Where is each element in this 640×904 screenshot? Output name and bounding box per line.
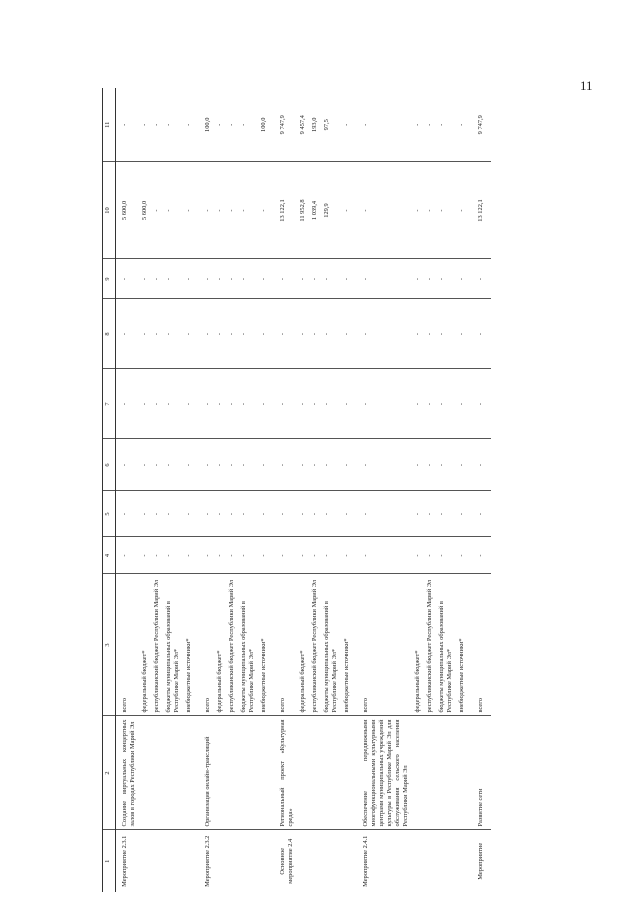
- table-cell-col2: [226, 716, 238, 830]
- table-cell-col11: 9 457,4: [297, 88, 309, 162]
- table-cell-col2: Развитие сети: [472, 716, 491, 830]
- column-header: 6: [103, 439, 116, 491]
- table-cell-col9: -: [456, 259, 472, 299]
- table-cell-col9: -: [214, 259, 226, 299]
- budget-table: [102, 88, 491, 892]
- table-cell-col11: 100,0: [258, 88, 274, 162]
- table-cell-col3: бюджеты муниципальных образований в Республике Марий Эл*: [238, 574, 258, 716]
- table-cell-col10: 11 952,8: [297, 162, 309, 259]
- table-cell-col7: -: [424, 369, 436, 439]
- table-cell-col5: -: [139, 491, 151, 537]
- table-cell-col9: -: [424, 259, 436, 299]
- table-cell-col3: федеральный бюджет*: [139, 574, 151, 716]
- table-cell-col1: Мероприятие 2.3.2: [204, 835, 211, 887]
- header-row: [103, 88, 116, 892]
- table-cell-col1: [214, 830, 226, 892]
- table-cell-col6: -: [116, 439, 140, 491]
- table-cell-col6: -: [183, 439, 199, 491]
- table-row: [151, 88, 163, 892]
- table-cell-col6: -: [297, 439, 309, 491]
- table-cell-col11: -: [436, 88, 456, 162]
- table-cell-col3: всего: [274, 574, 297, 716]
- table-row: [309, 88, 321, 892]
- table-cell-col2: Региональный проект «Культурная среда»: [274, 716, 297, 830]
- table-cell-col3: внебюджетные источники*: [183, 574, 199, 716]
- table-cell-col5: -: [472, 491, 491, 537]
- table-cell-col11: -: [357, 88, 412, 162]
- table-cell-col2: [151, 716, 163, 830]
- table-cell-col2: [436, 716, 456, 830]
- column-header: 9: [103, 259, 116, 299]
- table-cell-col2: [183, 716, 199, 830]
- table-cell-col2: [321, 716, 341, 830]
- table-cell-col4: -: [151, 537, 163, 574]
- column-header: 3: [103, 574, 116, 716]
- column-header: 10: [103, 162, 116, 259]
- table-cell-col7: -: [321, 369, 341, 439]
- table-cell-col5: -: [151, 491, 163, 537]
- table-cell-col8: -: [183, 299, 199, 369]
- table-cell-col1: [341, 830, 357, 892]
- table-cell-col11: 100,0: [199, 88, 214, 162]
- table-cell-col11: -: [226, 88, 238, 162]
- table-cell-col1: [321, 830, 341, 892]
- table-cell-col7: -: [199, 369, 214, 439]
- table-cell-col3: федеральный бюджет*: [412, 574, 424, 716]
- table-cell-col4: -: [456, 537, 472, 574]
- table-cell-col4: -: [321, 537, 341, 574]
- table-cell-col3: республиканский бюджет Республики Марий Эл: [151, 574, 163, 716]
- table-cell-col7: -: [357, 369, 412, 439]
- table-cell-col9: -: [357, 259, 412, 299]
- table-cell-col2: [238, 716, 258, 830]
- table-cell-col6: -: [226, 439, 238, 491]
- table-cell-col11: -: [214, 88, 226, 162]
- table-cell-col1: [424, 830, 436, 892]
- table-cell-col2: [309, 716, 321, 830]
- table-cell-col4: -: [214, 537, 226, 574]
- table-cell-col4: -: [163, 537, 183, 574]
- table-cell-col1: Мероприятие 2.3.1: [121, 835, 128, 887]
- table-cell-col10: 5 600,0: [116, 162, 140, 259]
- table-cell-col5: -: [258, 491, 274, 537]
- table-cell-col7: -: [151, 369, 163, 439]
- table-row: [297, 88, 309, 892]
- table-cell-col6: -: [436, 439, 456, 491]
- table-cell-col10: 13 122,1: [274, 162, 297, 259]
- table-cell-col7: -: [309, 369, 321, 439]
- table-cell-col9: -: [139, 259, 151, 299]
- table-cell-col4: -: [357, 537, 412, 574]
- table-cell-col9: -: [297, 259, 309, 299]
- table-row: [139, 88, 151, 892]
- table-cell-col8: -: [357, 299, 412, 369]
- table-cell-col7: -: [258, 369, 274, 439]
- table-cell-col4: -: [412, 537, 424, 574]
- table-cell-col7: -: [297, 369, 309, 439]
- table-cell-col9: -: [436, 259, 456, 299]
- table-cell-col4: -: [341, 537, 357, 574]
- table-cell-col11: -: [341, 88, 357, 162]
- table-cell-col10: 5 600,0: [139, 162, 151, 259]
- table-cell-col7: -: [436, 369, 456, 439]
- table-cell-col3: республиканский бюджет Республики Марий Эл: [226, 574, 238, 716]
- table-cell-col9: -: [199, 259, 214, 299]
- table-cell-col3: всего: [357, 574, 412, 716]
- table-cell-col10: -: [151, 162, 163, 259]
- page-number: 11: [580, 78, 593, 93]
- table-row: [183, 88, 199, 892]
- table-cell-col1: [183, 830, 199, 892]
- table-body: [116, 88, 492, 892]
- table-row: [199, 88, 214, 892]
- table-cell-col10: -: [357, 162, 412, 259]
- table-cell-col5: -: [163, 491, 183, 537]
- table-cell-col9: -: [258, 259, 274, 299]
- table-cell-col9: -: [183, 259, 199, 299]
- table-cell-col6: -: [456, 439, 472, 491]
- table-cell-col10: 1 039,4: [309, 162, 321, 259]
- table-row: [456, 88, 472, 892]
- column-header: 7: [103, 369, 116, 439]
- table-cell-col6: -: [258, 439, 274, 491]
- table-cell-col9: -: [238, 259, 258, 299]
- column-header: 4: [103, 537, 116, 574]
- table-cell-col7: -: [456, 369, 472, 439]
- table-cell-col4: -: [424, 537, 436, 574]
- table-cell-col3: республиканский бюджет Республики Марий Эл: [424, 574, 436, 716]
- table-cell-col2: [424, 716, 436, 830]
- table-cell-col8: -: [139, 299, 151, 369]
- table-cell-col2: Обеспечение передвижными многофункциональными культурными центрами муниципальных учреждений культуры в Республике Марий Эл для обслуживания сельского населения Республики Марий Эл: [357, 716, 412, 830]
- table-cell-col7: -: [116, 369, 140, 439]
- table-cell-col2: [163, 716, 183, 830]
- table-cell-col4: -: [297, 537, 309, 574]
- table-cell-col5: -: [321, 491, 341, 537]
- table-cell-col1: [297, 830, 309, 892]
- table-cell-col6: -: [274, 439, 297, 491]
- table-cell-col7: -: [163, 369, 183, 439]
- table-cell-col5: -: [436, 491, 456, 537]
- table-cell-col10: -: [412, 162, 424, 259]
- table-cell-col9: -: [472, 259, 491, 299]
- table-cell-col11: 193,0: [309, 88, 321, 162]
- table-cell-col8: -: [309, 299, 321, 369]
- table-cell-col8: -: [424, 299, 436, 369]
- table-cell-col2: Организация онлайн-трансляций: [199, 716, 214, 830]
- column-header: 8: [103, 299, 116, 369]
- table-cell-col6: -: [424, 439, 436, 491]
- table-cell-col8: -: [199, 299, 214, 369]
- table-cell-col10: -: [341, 162, 357, 259]
- table-row: [357, 88, 412, 892]
- table-cell-col6: -: [214, 439, 226, 491]
- table-cell-col8: -: [238, 299, 258, 369]
- table-cell-col8: -: [258, 299, 274, 369]
- table-row: [412, 88, 424, 892]
- table-cell-col8: -: [214, 299, 226, 369]
- table-cell-col7: -: [226, 369, 238, 439]
- table-cell-col5: -: [238, 491, 258, 537]
- table-cell-col9: -: [151, 259, 163, 299]
- table-cell-col1: [436, 830, 456, 892]
- table-cell-col5: -: [226, 491, 238, 537]
- table-cell-col4: -: [139, 537, 151, 574]
- table-cell-col3: внебюджетные источники*: [258, 574, 274, 716]
- column-header: 1: [103, 830, 116, 892]
- table-cell-col4: -: [274, 537, 297, 574]
- table-cell-col3: всего: [199, 574, 214, 716]
- table-cell-col11: -: [424, 88, 436, 162]
- table-cell-col5: -: [309, 491, 321, 537]
- table-cell-col1: [226, 830, 238, 892]
- table-row: [226, 88, 238, 892]
- table-cell-col4: -: [183, 537, 199, 574]
- table-cell-col3: внебюджетные источники*: [341, 574, 357, 716]
- table-cell-col11: 9 747,9: [274, 88, 297, 162]
- table-cell-col7: -: [412, 369, 424, 439]
- table-cell-col1: Мероприятие: [477, 842, 484, 880]
- table-cell-col7: -: [341, 369, 357, 439]
- table-cell-col9: -: [163, 259, 183, 299]
- table-cell-col8: -: [456, 299, 472, 369]
- table-cell-col4: -: [309, 537, 321, 574]
- table-cell-col4: -: [472, 537, 491, 574]
- table-cell-col8: -: [321, 299, 341, 369]
- table-cell-col9: -: [274, 259, 297, 299]
- table-cell-col3: федеральный бюджет*: [214, 574, 226, 716]
- table-row: [424, 88, 436, 892]
- table-cell-col6: -: [309, 439, 321, 491]
- table-cell-col2: [297, 716, 309, 830]
- table-cell-col4: -: [258, 537, 274, 574]
- table-cell-col10: -: [163, 162, 183, 259]
- rotated-table-container: [102, 88, 598, 892]
- table-cell-col10: -: [226, 162, 238, 259]
- table-cell-col10: -: [456, 162, 472, 259]
- table-cell-col2: [412, 716, 424, 830]
- column-header: 2: [103, 716, 116, 830]
- table-cell-col2: [258, 716, 274, 830]
- table-cell-col6: -: [151, 439, 163, 491]
- table-cell-col3: федеральный бюджет*: [297, 574, 309, 716]
- table-cell-col3: республиканский бюджет Республики Марий Эл: [309, 574, 321, 716]
- table-cell-col4: -: [226, 537, 238, 574]
- table-cell-col7: -: [238, 369, 258, 439]
- table-cell-col11: -: [183, 88, 199, 162]
- table-cell-col4: -: [116, 537, 140, 574]
- table-cell-col11: -: [163, 88, 183, 162]
- table-row: [116, 88, 140, 892]
- table-cell-col11: -: [139, 88, 151, 162]
- table-cell-col7: -: [214, 369, 226, 439]
- table-cell-col2: [456, 716, 472, 830]
- table-cell-col7: -: [183, 369, 199, 439]
- table-cell-col1: [238, 830, 258, 892]
- table-cell-col6: -: [357, 439, 412, 491]
- table-cell-col8: -: [436, 299, 456, 369]
- table-cell-col3: внебюджетные источники*: [456, 574, 472, 716]
- table-cell-col10: -: [183, 162, 199, 259]
- table-cell-col7: -: [139, 369, 151, 439]
- table-cell-col10: -: [424, 162, 436, 259]
- table-cell-col5: -: [199, 491, 214, 537]
- table-cell-col10: -: [214, 162, 226, 259]
- table-cell-col8: -: [163, 299, 183, 369]
- table-cell-col1: [258, 830, 274, 892]
- table-cell-col3: бюджеты муниципальных образований в Республике Марий Эл*: [436, 574, 456, 716]
- table-cell-col11: 9 747,9: [472, 88, 491, 162]
- table-cell-col4: -: [436, 537, 456, 574]
- table-cell-col6: -: [238, 439, 258, 491]
- table-cell-col11: -: [456, 88, 472, 162]
- table-cell-col3: бюджеты муниципальных образований в Республике Марий Эл*: [163, 574, 183, 716]
- table-row: [274, 88, 297, 892]
- table-cell-col5: -: [412, 491, 424, 537]
- table-cell-col5: -: [274, 491, 297, 537]
- table-cell-col9: -: [309, 259, 321, 299]
- table-cell-col11: -: [151, 88, 163, 162]
- table-cell-col8: -: [472, 299, 491, 369]
- table-row: [258, 88, 274, 892]
- table-cell-col9: -: [341, 259, 357, 299]
- table-cell-col1: [412, 830, 424, 892]
- table-cell-col6: -: [139, 439, 151, 491]
- table-cell-col3: всего: [472, 574, 491, 716]
- table-cell-col7: -: [274, 369, 297, 439]
- table-cell-col11: -: [238, 88, 258, 162]
- table-cell-col8: -: [297, 299, 309, 369]
- table-cell-col5: -: [341, 491, 357, 537]
- table-cell-col1: [151, 830, 163, 892]
- table-cell-col10: 13 122,1: [472, 162, 491, 259]
- table-cell-col6: -: [341, 439, 357, 491]
- table-cell-col5: -: [183, 491, 199, 537]
- table-row: [472, 88, 491, 892]
- table-cell-col1: [163, 830, 183, 892]
- table-cell-col11: -: [412, 88, 424, 162]
- table-cell-col2: [341, 716, 357, 830]
- table-cell-col2: [214, 716, 226, 830]
- table-cell-col11: -: [116, 88, 140, 162]
- table-row: [321, 88, 341, 892]
- table-cell-col2: Создание виртуальных концертных залов в городах Республики Марий Эл: [116, 716, 140, 830]
- table-cell-col2: [139, 716, 151, 830]
- table-cell-col11: 97,5: [321, 88, 341, 162]
- table-cell-col6: -: [163, 439, 183, 491]
- table-cell-col1: [456, 830, 472, 892]
- table-cell-col4: -: [199, 537, 214, 574]
- table-cell-col1: Мероприятие 2.4.1: [362, 835, 369, 887]
- table-cell-col8: -: [151, 299, 163, 369]
- table-cell-col1: Основное мероприятие 2.4: [279, 838, 294, 884]
- table-cell-col8: -: [226, 299, 238, 369]
- table-cell-col6: -: [472, 439, 491, 491]
- table-row: [163, 88, 183, 892]
- column-header: 11: [103, 88, 116, 162]
- table-cell-col7: -: [472, 369, 491, 439]
- table-cell-col8: -: [412, 299, 424, 369]
- table-cell-col8: -: [341, 299, 357, 369]
- table-cell-col10: -: [238, 162, 258, 259]
- table-cell-col9: -: [116, 259, 140, 299]
- table-row: [214, 88, 226, 892]
- table-cell-col6: -: [199, 439, 214, 491]
- column-header: 5: [103, 491, 116, 537]
- table-cell-col9: -: [226, 259, 238, 299]
- table-cell-col5: -: [214, 491, 226, 537]
- table-cell-col5: -: [357, 491, 412, 537]
- table-cell-col6: -: [321, 439, 341, 491]
- table-cell-col5: -: [116, 491, 140, 537]
- table-cell-col3: всего: [116, 574, 140, 716]
- table-cell-col10: 129,9: [321, 162, 341, 259]
- table-cell-col8: -: [274, 299, 297, 369]
- table-cell-col10: -: [436, 162, 456, 259]
- table-cell-col10: -: [258, 162, 274, 259]
- table-cell-col5: -: [297, 491, 309, 537]
- table-cell-col1: [309, 830, 321, 892]
- table-cell-col5: -: [456, 491, 472, 537]
- table-cell-col6: -: [412, 439, 424, 491]
- table-row: [341, 88, 357, 892]
- table-cell-col10: -: [199, 162, 214, 259]
- table-cell-col5: -: [424, 491, 436, 537]
- table-cell-col8: -: [116, 299, 140, 369]
- table-cell-col9: -: [412, 259, 424, 299]
- table-cell-col4: -: [238, 537, 258, 574]
- table-cell-col3: бюджеты муниципальных образований в Республике Марий Эл*: [321, 574, 341, 716]
- table-cell-col1: [139, 830, 151, 892]
- table-cell-col9: -: [321, 259, 341, 299]
- table-row: [436, 88, 456, 892]
- table-row: [238, 88, 258, 892]
